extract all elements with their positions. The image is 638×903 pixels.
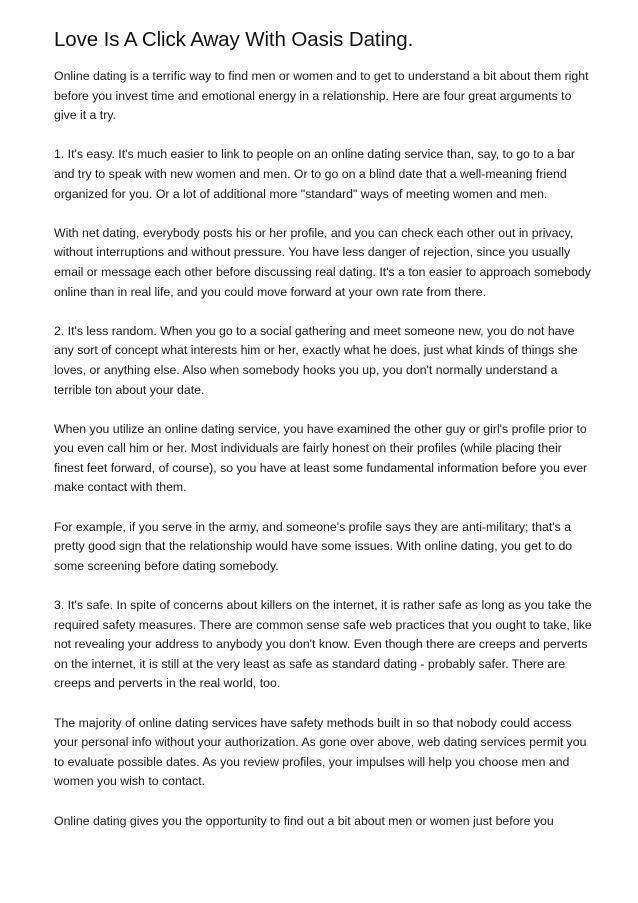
document-page <box>54 28 594 851</box>
paragraph-6: For example, if you serve in the army, and someone's profile says they are anti-military; that's a pretty good sign that the relationship would have some issues. With online dating, you get to do some screening before dating somebody. <box>54 519 573 573</box>
paragraph-9: Online dating gives you the opportunity to find out a bit about men or women just before you <box>54 813 554 828</box>
paragraph-1: Online dating is a terrific way to find men or women and to get to understand a bit about them right before you invest time and emotional energy in a relationship. Here are four great arguments to give it a try. <box>54 69 589 123</box>
document-title: Love Is A Click Away With Oasis Dating. <box>54 28 414 51</box>
paragraph-4: 2. It's less random. When you go to a social gathering and meet someone new, you do not have any sort of concept what interests him or her, exactly what he does, just what kinds of things she loves, or anything else. Also when somebody hooks you up, you don't normally understand a terrible ton about your date. <box>54 323 578 397</box>
paragraph-5: When you utilize an online dating service, you have examined the other guy or girl's profile prior to you even call him or her. Most individuals are fairly honest on their profiles (while placing their finest feet forward, of course), so you have at least some fundamental information before you ever make contact with them. <box>54 421 588 495</box>
paragraph-2: 1. It's easy. It's much easier to link to people on an online dating service than, say, to go to a bar and try to speak with new women and men. Or to go on a blind date that a well-meaning friend organized for you. Or a lot of additional more "standard" ways of meeting women and men. <box>54 147 576 201</box>
paragraph-8: The majority of online dating services have safety methods built in so that nobody could access your personal info without your authorization. As gone over above, web dating services permit you to evaluate possible dates. As you review profiles, your impulses will help you choose men and women you wish to contact. <box>54 715 587 789</box>
paragraph-3: With net dating, everybody posts his or her profile, and you can check each other out in privacy, without interruptions and without pressure. You have less danger of rejection, since you usually email or message each other before discussing real dating. It's a ton easier to approach somebody online than in real life, and you could move forward at your own rate from there. <box>54 225 591 299</box>
paragraph-7: 3. It's safe. In spite of concerns about killers on the internet, it is rather safe as long as you take the required safety measures. There are common sense safe web practices that you ought to take, like not revealing your address to anybody you don't know. Even though there are creeps and perverts on the internet, it is still at the very least as safe as standard dating - probably safer. There are creeps and perverts in the real world, too. <box>54 598 592 691</box>
